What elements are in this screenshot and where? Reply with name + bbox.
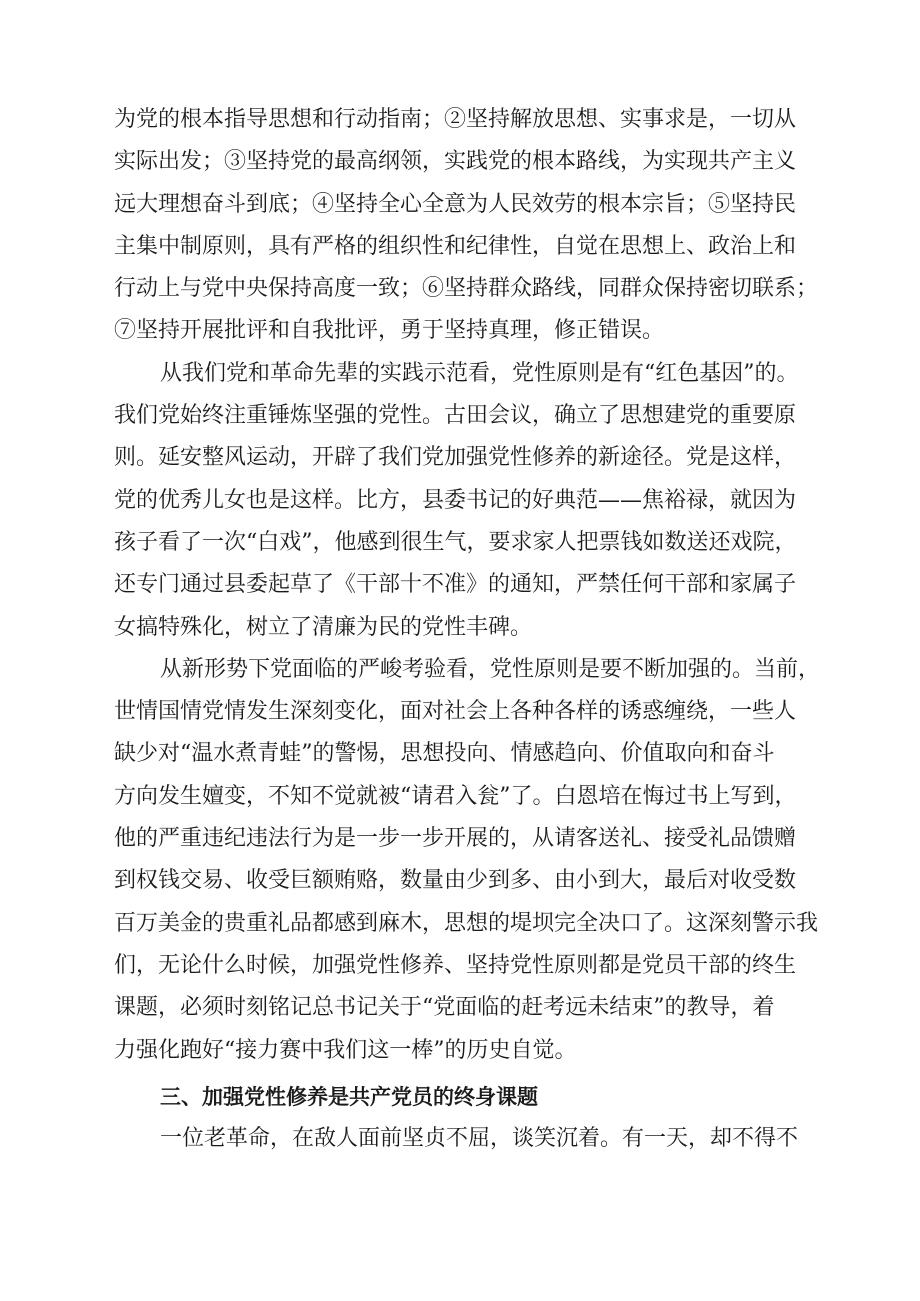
paragraph-1-line: 实际出发；③坚持党的最高纲领，实践党的根本路线，为实现共产主义 (114, 149, 797, 175)
paragraph-2-line: 还专门通过县委起草了《干部十不准》的通知，严禁任何干部和家属子 (114, 572, 797, 598)
paragraph-2-line: 女搞特殊化，树立了清廉为民的党性丰碑。 (114, 614, 533, 640)
paragraph-3-line: 从新形势下党面临的严峻考验看，党性原则是要不断加强的。当前， (160, 656, 821, 682)
paragraph-3-line: 到权钱交易、收受巨额贿赂，数量由少到多、由小到大，最后对收受数 (114, 868, 797, 894)
paragraph-3-line: 缺少对“温水煮青蛙”的警惕，思想投向、情感趋向、价值取向和奋斗 (114, 741, 775, 767)
paragraph-2-line: 则。延安整风运动，开辟了我们党加强党性修养的新途径。党是这样， (114, 445, 797, 471)
paragraph-2-line: 从我们党和革命先辈的实践示范看，党性原则是有“红色基因”的。 (160, 360, 799, 386)
paragraph-1-line: ⑦坚持开展批评和自我批评，勇于坚持真理，修正错误。 (114, 318, 665, 344)
paragraph-2-line: 党的优秀儿女也是这样。比方，县委书记的好典范——焦裕禄，就因为 (114, 487, 797, 513)
paragraph-1-line: 主集中制原则，具有严格的组织性和纪律性，自觉在思想上、政治上和 (114, 233, 797, 259)
paragraph-3-line: 方向发生嬗变，不知不觉就被“请君入瓮”了。白恩培在悔过书上写到， (114, 783, 797, 809)
section-heading: 三、加强党性修养是共产党员的终身课题 (160, 1084, 538, 1109)
paragraph-3-line: 们，无论什么时候，加强党性修养、坚持党性原则都是党员干部的终生 (114, 952, 797, 978)
paragraph-2-line: 孩子看了一次“白戏”，他感到很生气，要求家人把票钱如数送还戏院， (114, 529, 797, 555)
paragraph-3-line: 课题，必须时刻铭记总书记关于“党面临的赶考远未结束”的教导，着 (114, 995, 775, 1021)
paragraph-4-line: 一位老革命，在敌人面前坚贞不屈，谈笑沉着。有一天，却不得不 (160, 1126, 799, 1152)
document-body (114, 99, 854, 1160)
paragraph-3-line: 世情国情党情发生深刻变化，面对社会上各种各样的诱惑缠绕，一些人 (114, 699, 797, 725)
paragraph-3-line: 力强化跑好“接力赛中我们这一棒”的历史自觉。 (114, 1037, 577, 1063)
paragraph-1-line: 远大理想奋斗到底；④坚持全心全意为人民效劳的根本宗旨；⑤坚持民 (114, 191, 797, 217)
paragraph-1-line: 为党的根本指导思想和行动指南；②坚持解放思想、实事求是，一切从 (114, 107, 797, 132)
paragraph-3-line: 他的严重违纪违法行为是一步一步开展的，从请客送礼、接受礼品馈赠 (114, 826, 797, 852)
paragraph-2-line: 我们党始终注重锤炼坚强的党性。古田会议，确立了思想建党的重要原 (114, 403, 797, 429)
paragraph-1-line: 行动上与党中央保持高度一致；⑥坚持群众路线，同群众保持密切联系； (114, 276, 819, 302)
paragraph-3-line: 百万美金的贵重礼品都感到麻木，思想的堤坝完全决口了。这深刻警示我 (114, 910, 819, 936)
